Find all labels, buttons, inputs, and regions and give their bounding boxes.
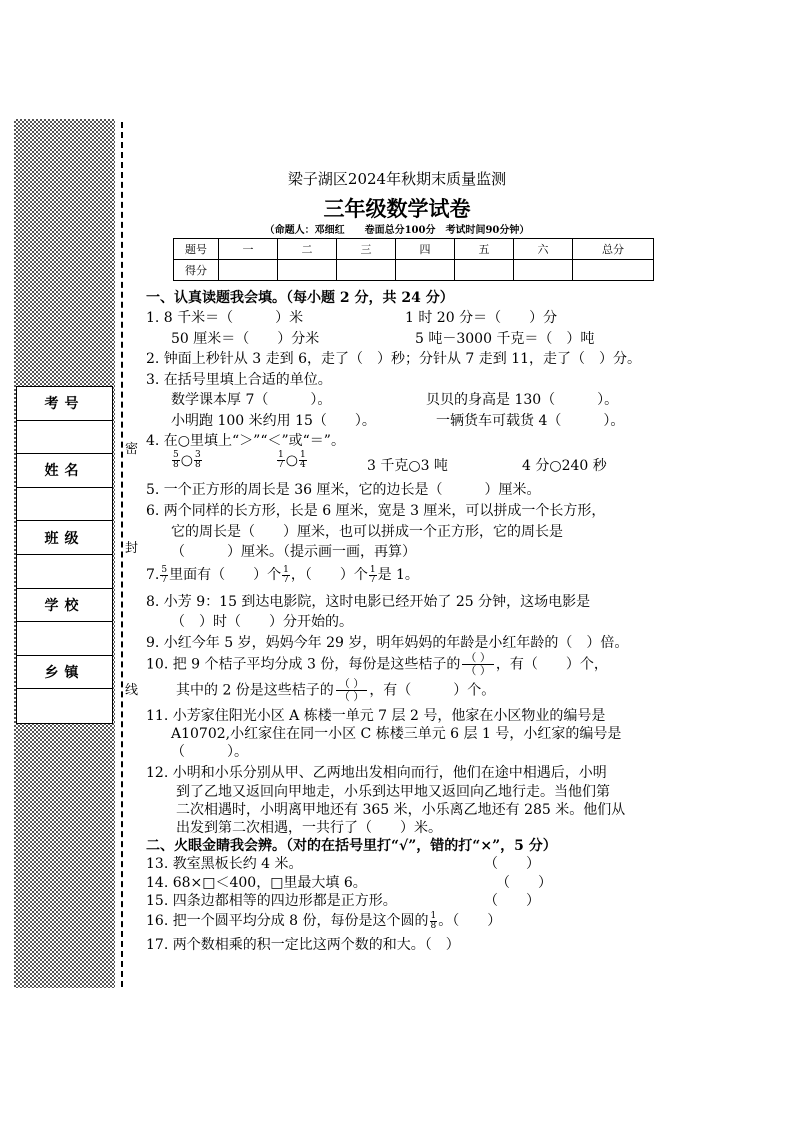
question-16: 16. 把一个圆平均分成 8 份，每份是这个圆的 $\frac{1}{8}$ 。（ ） bbox=[146, 910, 502, 931]
score-cell: 二 bbox=[278, 239, 337, 260]
question-4b bbox=[276, 451, 308, 470]
exam-title: 三年级数学试卷 bbox=[323, 196, 471, 221]
fraction: $\frac{1}{8}$ bbox=[430, 910, 437, 931]
question-3a: 数学课本厚 7（ ）。 bbox=[171, 392, 332, 408]
question-12d: 出发到第二次相遇，一共行了（ ）米。 bbox=[176, 820, 442, 836]
score-input-cell[interactable] bbox=[514, 260, 573, 281]
section-1-title: 一、认真读题我会填。（每小题 2 分，共 24 分） bbox=[146, 290, 454, 306]
question-3c: 小明跑 100 米约用 15（ ）。 bbox=[171, 413, 376, 429]
score-cell: 得分 bbox=[174, 260, 219, 281]
class-label: 班级 bbox=[17, 521, 112, 555]
question-5: 5. 一个正方形的周长是 36 厘米，它的边长是（ ）厘米。 bbox=[146, 482, 541, 498]
question-12b: 到了乙地又返回向甲地走，小乐到达甲地又返回向乙地行走。当他们第 bbox=[176, 784, 610, 800]
seal-dashed-line bbox=[121, 122, 123, 987]
score-cell: 五 bbox=[455, 239, 514, 260]
fraction: $\frac{1}{4}$ bbox=[299, 450, 306, 470]
score-table bbox=[173, 238, 654, 281]
question-11c: （ ）。 bbox=[171, 744, 248, 760]
question-10a: 10. 把 9 个桔子平均分成 3 份，每份是这些桔子的 （ ） （ ） ，有（ ）个， bbox=[146, 651, 608, 677]
score-cell: 六 bbox=[514, 239, 573, 260]
answer-paren-15[interactable]: （ ） bbox=[484, 893, 540, 909]
question-9: 9. 小红今年 5 岁，妈妈今年 29 岁，明年妈妈的年龄是小红年龄的（ ）倍。 bbox=[146, 635, 629, 651]
fraction: $\frac{3}{8}$ bbox=[194, 450, 201, 470]
question-14: 14. 68×□＜400，□里最大填 6。 bbox=[146, 875, 367, 891]
question-13: 13. 教室黑板长约 4 米。 bbox=[146, 856, 303, 872]
question-8b: （ ）时（ ）分开始的。 bbox=[171, 614, 353, 630]
question-3d: 一辆货车可载货 4（ ）。 bbox=[436, 413, 625, 429]
compare-circle[interactable]: ○ bbox=[285, 452, 298, 469]
question-1c: 50 厘米＝（ ）分米 bbox=[171, 331, 320, 347]
score-input-cell[interactable] bbox=[337, 260, 396, 281]
question-4d: 4 分○240 秒 bbox=[522, 458, 607, 474]
seal-char-xian: 线 bbox=[125, 683, 139, 698]
question-12c: 二次相遇时，小明离甲地还有 365 米，小乐离乙地还有 285 米。他们从 bbox=[176, 802, 626, 818]
score-cell: 一 bbox=[219, 239, 278, 260]
seal-char-mi: 密 bbox=[125, 442, 139, 457]
section-2-title: 二、火眼金睛我会辨。（对的在括号里打“√”，错的打“×”，5 分） bbox=[146, 838, 557, 854]
question-8a: 8. 小芳 9：15 到达电影院，这时电影已经开始了 25 分钟，这场电影是 bbox=[146, 594, 591, 610]
question-10b: 其中的 2 份是这些桔子的 （ ） （ ） ，有（ ）个。 bbox=[176, 677, 496, 703]
compare-circle[interactable]: ○ bbox=[180, 452, 193, 469]
question-17: 17. 两个数相乘的积一定比这两个数的和大。（ ） bbox=[146, 937, 460, 953]
question-15: 15. 四条边都相等的四边形都是正方形。 bbox=[146, 893, 397, 909]
school-label: 学校 bbox=[17, 589, 112, 623]
answer-paren-13[interactable]: （ ） bbox=[484, 856, 540, 872]
question-6c: （ ）厘米。（提示画一画，再算） bbox=[171, 544, 416, 560]
school-field[interactable] bbox=[17, 622, 112, 656]
question-2: 2. 钟面上秒针从 3 走到 6，走了（ ）秒；分针从 7 走到 11，走了（ ）分。 bbox=[146, 351, 642, 367]
question-1d: 5 吨－3000 千克＝（ ）吨 bbox=[415, 331, 595, 347]
student-info-box bbox=[16, 386, 113, 724]
exam-number-field[interactable] bbox=[17, 421, 112, 455]
name-field[interactable] bbox=[17, 488, 112, 522]
score-input-cell[interactable] bbox=[573, 260, 654, 281]
exam-supertitle: 梁子湖区2024年秋期末质量监测 bbox=[287, 170, 507, 188]
score-cell: 总分 bbox=[573, 239, 654, 260]
score-input-cell[interactable] bbox=[219, 260, 278, 281]
blank-fraction[interactable]: （ ） （ ） bbox=[462, 652, 494, 677]
question-12a: 12. 小明和小乐分别从甲、乙两地出发相向而行，他们在途中相遇后，小明 bbox=[146, 765, 607, 781]
name-label: 姓名 bbox=[17, 454, 112, 488]
fraction: $\frac{1}{7}$ bbox=[369, 564, 376, 585]
score-table-header-row bbox=[174, 239, 654, 260]
exam-subtitle: （命题人：邓细红 卷面总分100分 考试时间90分钟） bbox=[264, 225, 530, 236]
blank-fraction[interactable]: （ ） （ ） bbox=[336, 678, 368, 703]
score-input-cell[interactable] bbox=[455, 260, 514, 281]
exam-number-label: 考号 bbox=[17, 387, 112, 421]
question-11b: A10702,小红家住在同一小区 C 栋楼三单元 6 层 1 号，小红家的编号是 bbox=[171, 726, 622, 742]
question-3b: 贝贝的身高是 130（ ）。 bbox=[426, 392, 619, 408]
seal-char-feng: 封 bbox=[125, 541, 139, 556]
fraction: $\frac{5}{8}$ bbox=[173, 450, 179, 470]
question-4: 4. 在○里填上“＞”“＜”或“＝”。 bbox=[146, 433, 345, 449]
score-input-cell[interactable] bbox=[396, 260, 455, 281]
score-cell: 题号 bbox=[174, 239, 219, 260]
question-6a: 6. 两个同样的长方形，长是 6 厘米，宽是 3 厘米，可以拼成一个长方形， bbox=[146, 503, 606, 519]
question-7: 7. $\frac{5}{7}$ 里面有（ ）个 $\frac{1}{7}$ ，（ ）个 $\frac{1}{7}$ 是 1。 bbox=[146, 564, 419, 585]
score-cell: 三 bbox=[337, 239, 396, 260]
class-field[interactable] bbox=[17, 555, 112, 589]
question-4c: 3 千克○3 吨 bbox=[367, 458, 448, 474]
town-field[interactable] bbox=[17, 689, 112, 723]
question-1a: 1. 8 千米＝（ ）米 bbox=[146, 310, 304, 326]
answer-paren-14[interactable]: （ ） bbox=[496, 875, 552, 891]
town-label: 乡镇 bbox=[17, 656, 112, 690]
score-input-cell[interactable] bbox=[278, 260, 337, 281]
score-table-score-row bbox=[174, 260, 654, 281]
question-3: 3. 在括号里填上合适的单位。 bbox=[146, 372, 332, 388]
question-11a: 11. 小芳家住阳光小区 A 栋楼一单元 7 层 2 号，他家在小区物业的编号是 bbox=[146, 708, 606, 724]
score-cell: 四 bbox=[396, 239, 455, 260]
question-6b: 它的周长是（ ）厘米，也可以拼成一个正方形，它的周长是 bbox=[171, 524, 563, 540]
question-1b: 1 时 20 分＝（ ）分 bbox=[405, 310, 558, 326]
question-4a bbox=[171, 451, 203, 470]
fraction: $\frac{5}{7}$ bbox=[161, 564, 168, 585]
fraction: $\frac{1}{7}$ bbox=[283, 564, 289, 585]
fraction: $\frac{1}{7}$ bbox=[278, 450, 284, 470]
